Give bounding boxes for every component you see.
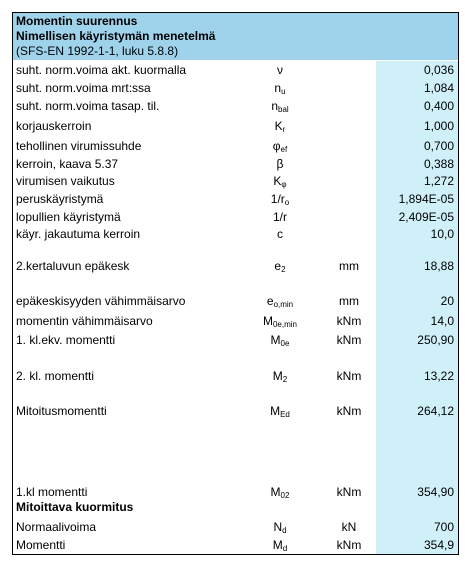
row-value: 10,0 xyxy=(430,227,454,241)
row-symbol xyxy=(243,119,317,134)
symbol-subscript: 0e xyxy=(280,339,290,348)
row-value: 0,036 xyxy=(423,63,454,77)
symbol-subscript: o xyxy=(284,198,290,207)
row-symbol xyxy=(243,404,317,419)
row-value: 18,88 xyxy=(423,259,454,273)
symbol-subscript: o,min xyxy=(273,300,294,309)
row-symbol xyxy=(243,192,317,207)
row-label: lopullien käyristymä xyxy=(16,210,121,224)
row-value: 0,400 xyxy=(423,99,454,113)
symbol-base: M xyxy=(270,485,281,499)
table-row xyxy=(13,225,458,243)
row-label: 2. kl. momentti xyxy=(16,369,95,383)
symbol-base: n xyxy=(271,99,278,113)
symbol-base: M xyxy=(270,333,281,347)
row-unit: kNm xyxy=(336,369,362,383)
row-value: 264,12 xyxy=(417,404,454,418)
table-row xyxy=(13,117,458,135)
row-value: 354,90 xyxy=(417,485,454,499)
row-label: Normaalivoima xyxy=(16,520,97,534)
symbol-subscript: u xyxy=(281,87,286,96)
row-symbol xyxy=(243,369,317,384)
row-symbol xyxy=(243,333,317,348)
symbol-subscript: d xyxy=(282,526,287,535)
table-row xyxy=(13,172,458,190)
row-label: momentin vähimmäisarvo xyxy=(16,314,153,328)
row-value: 2,409E-05 xyxy=(398,210,454,224)
row-unit: mm xyxy=(339,294,359,308)
row-symbol xyxy=(243,63,317,77)
table-row xyxy=(13,331,458,349)
row-symbol xyxy=(243,157,317,171)
row-unit: kNm xyxy=(336,538,362,552)
row-label: korjauskerroin xyxy=(16,119,92,133)
row-label: suht. norm.voima tasap. til. xyxy=(16,99,160,113)
symbol-subscript: 2 xyxy=(282,375,288,384)
row-symbol xyxy=(243,485,317,500)
row-value: 1,894E-05 xyxy=(398,192,454,206)
row-value: 1,000 xyxy=(423,119,454,133)
row-symbol xyxy=(243,227,317,241)
row-label: 1. kl.ekv. momentti xyxy=(16,333,116,347)
row-symbol xyxy=(243,99,317,114)
table-row xyxy=(13,97,458,115)
row-label: 1.kl momentti xyxy=(16,485,88,499)
row-symbol xyxy=(243,294,317,309)
row-symbol xyxy=(243,139,317,154)
symbol-base: 1/r xyxy=(270,192,285,206)
row-value: 20 xyxy=(440,294,454,308)
row-value: 700 xyxy=(433,520,454,534)
row-symbol xyxy=(243,259,317,274)
row-label: epäkeskisyyden vähimmäisarvo xyxy=(16,294,186,308)
symbol-subscript: ef xyxy=(280,145,288,154)
row-value: 13,22 xyxy=(423,369,454,383)
row-label: käyr. jakautuma kerroin xyxy=(16,227,141,241)
symbol-base: e xyxy=(274,259,282,273)
symbol-base: n xyxy=(274,81,282,95)
table-row xyxy=(13,137,458,155)
row-unit: mm xyxy=(339,259,359,273)
header-band xyxy=(13,13,458,60)
symbol-base: e xyxy=(266,294,274,308)
sheet-title: Momentin suurennus xyxy=(16,14,138,28)
table-row xyxy=(13,155,458,173)
row-label: suht. norm.voima mrt:ssa xyxy=(16,81,151,95)
row-symbol xyxy=(243,314,317,329)
row-symbol xyxy=(243,174,317,189)
spreadsheet xyxy=(12,12,459,555)
row-symbol xyxy=(243,520,317,535)
table-row xyxy=(13,367,458,385)
symbol-base: c xyxy=(277,227,283,241)
row-label: 2.kertaluvun epäkesk xyxy=(16,259,130,273)
sheet-reference: (SFS-EN 1992-1-1, luku 5.8.8) xyxy=(16,44,179,58)
table-row xyxy=(13,61,458,79)
symbol-base: K xyxy=(273,174,282,188)
sheet-subtitle: Nimellisen käyristymän menetelmä xyxy=(16,29,216,43)
table-row xyxy=(13,190,458,208)
table-row xyxy=(13,402,458,420)
table-row xyxy=(13,257,458,275)
row-value: 354,9 xyxy=(423,538,454,552)
row-unit: kNm xyxy=(336,404,362,418)
symbol-subscript: φ xyxy=(281,180,287,189)
row-label: peruskäyristymä xyxy=(16,192,104,206)
row-symbol xyxy=(243,210,317,224)
row-symbol xyxy=(243,538,317,553)
row-label: virumisen vaikutus xyxy=(16,174,115,188)
symbol-subscript: r xyxy=(282,125,286,134)
row-value: 0,388 xyxy=(423,157,454,171)
row-unit: kNm xyxy=(336,333,362,347)
row-label: Mitoitusmomentti xyxy=(16,404,107,418)
table-row xyxy=(13,312,458,330)
row-value: 1,084 xyxy=(423,81,454,95)
row-value: 0,700 xyxy=(423,139,454,153)
row-unit: kNm xyxy=(336,314,362,328)
row-label: tehollinen virumissuhde xyxy=(16,139,142,153)
row-value: 1,272 xyxy=(423,174,454,188)
symbol-subscript: 2 xyxy=(281,265,286,274)
symbol-subscript: 02 xyxy=(280,491,290,500)
row-label: kerroin, kaava 5.37 xyxy=(16,157,119,171)
symbol-base: 1/r xyxy=(272,210,287,224)
table-row xyxy=(13,208,458,226)
row-value: 250,90 xyxy=(417,333,454,347)
symbol-base: N xyxy=(273,520,283,534)
symbol-base: K xyxy=(274,119,283,133)
table-row xyxy=(13,518,458,536)
row-label: suht. norm.voima akt. kuormalla xyxy=(16,63,187,77)
table-row xyxy=(13,79,458,97)
table-row xyxy=(13,483,458,501)
symbol-base: φ xyxy=(272,139,281,153)
symbol-subscript: bal xyxy=(278,105,289,114)
section-heading-loads: Mitoittava kuormitus xyxy=(16,500,134,514)
row-label: Momentti xyxy=(16,538,66,552)
row-symbol xyxy=(243,81,317,96)
symbol-base: M xyxy=(272,369,283,383)
symbol-base: ν xyxy=(277,63,283,77)
table-row xyxy=(13,536,458,554)
symbol-subscript: d xyxy=(282,544,288,553)
row-unit: kNm xyxy=(336,485,362,499)
symbol-subscript: Ed xyxy=(280,410,290,419)
symbol-base: β xyxy=(276,157,284,171)
table-row xyxy=(13,292,458,310)
symbol-base: M xyxy=(270,404,281,418)
row-unit: kN xyxy=(341,520,357,534)
row-value: 14,0 xyxy=(430,314,454,328)
symbol-subscript: 0e,min xyxy=(272,320,297,329)
symbol-base: M xyxy=(272,538,283,552)
symbol-base: M xyxy=(262,314,273,328)
